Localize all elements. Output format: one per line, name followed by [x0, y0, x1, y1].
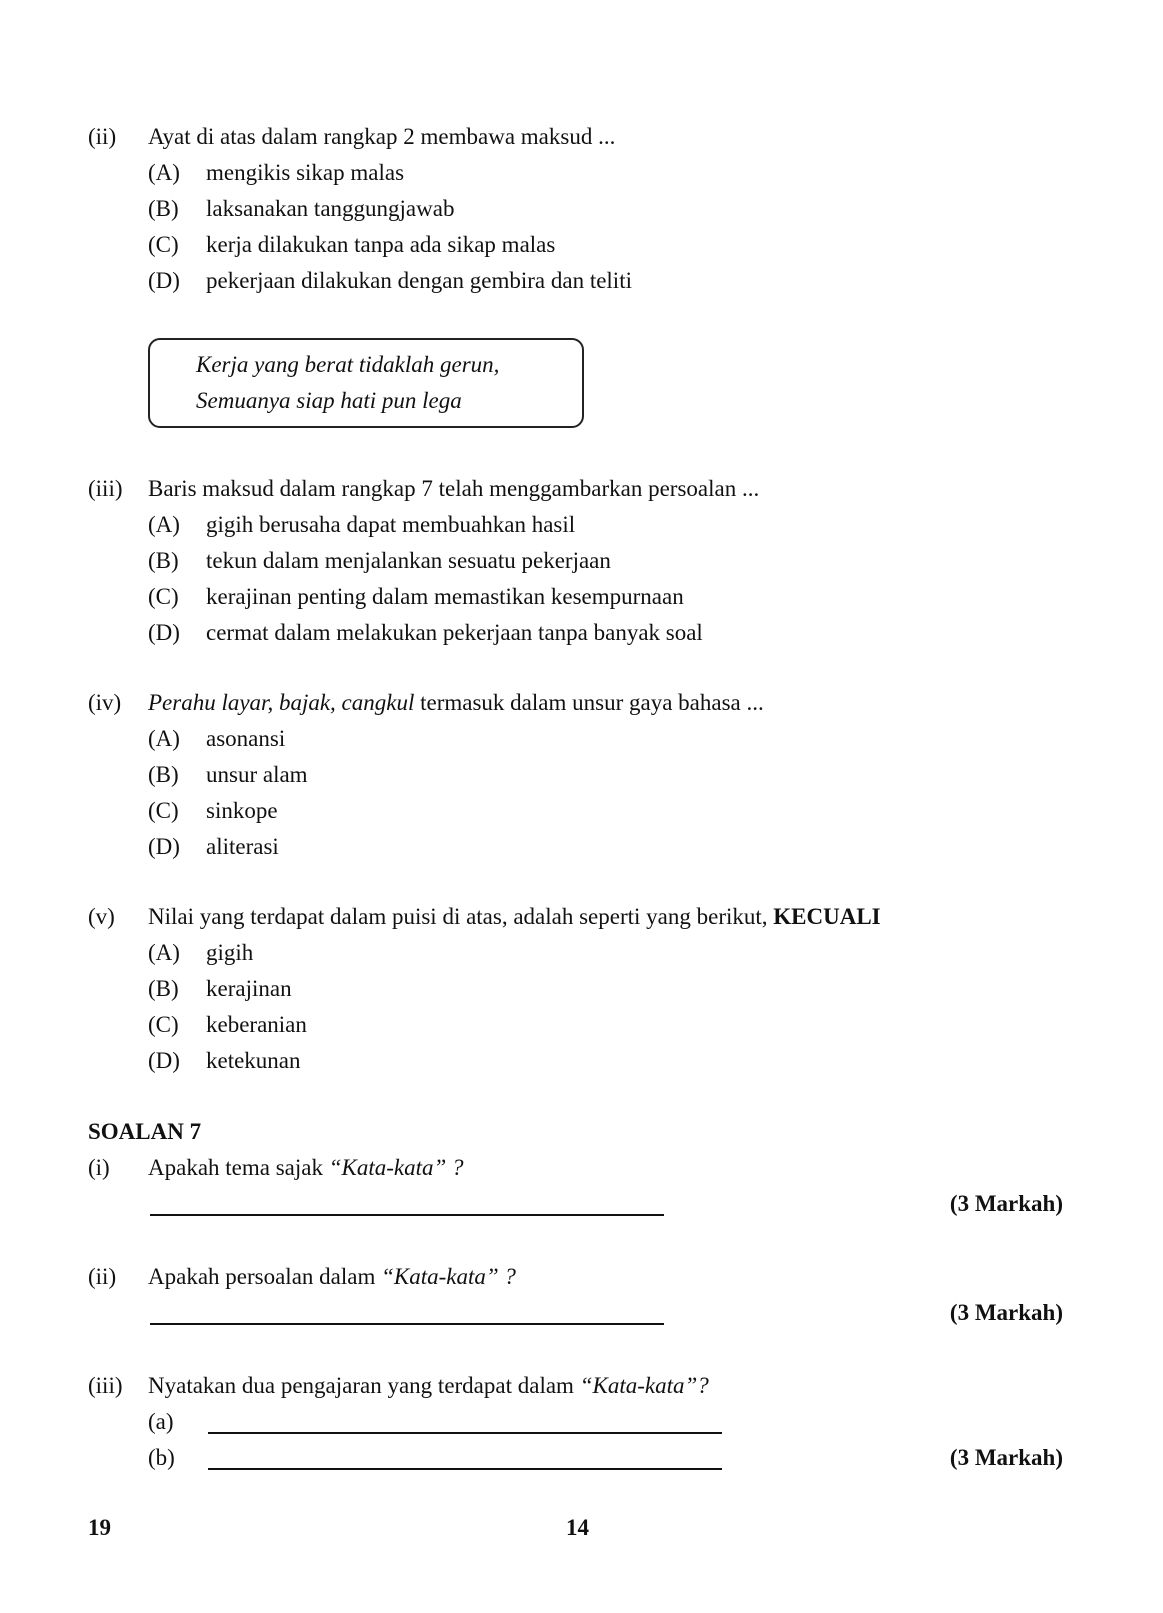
- option-text: ketekunan: [206, 1048, 301, 1073]
- stem-bold: KECUALI: [773, 904, 881, 929]
- question-number: (v): [88, 904, 115, 929]
- sub-label: (a): [148, 1409, 174, 1434]
- stem-text: Nyatakan dua pengajaran yang terdapat dalam: [148, 1373, 580, 1398]
- option-text: tekun dalam menjalankan sesuatu pekerjaan: [206, 548, 611, 573]
- option-text: kerja dilakukan tanpa ada sikap malas: [206, 232, 556, 257]
- question-stem: Baris maksud dalam rangkap 7 telah menggambarkan persoalan ...: [148, 476, 760, 501]
- option-letter: (D): [148, 834, 180, 859]
- question-stem: [148, 1262, 516, 1292]
- option-text: gigih berusaha dapat membuahkan hasil: [206, 512, 576, 537]
- option-letter: (D): [148, 268, 180, 293]
- marks-label: (3 Markah): [949, 1191, 1063, 1216]
- stem-italic: “Kata-kata” ?: [328, 1155, 464, 1180]
- option-letter: (B): [148, 548, 179, 573]
- option-text: cermat dalam melakukan pekerjaan tanpa banyak soal: [206, 620, 703, 645]
- option-letter: (C): [148, 584, 179, 609]
- stem-italic: “Kata-kata” ?: [381, 1264, 516, 1289]
- option-letter: (C): [148, 232, 179, 257]
- question-stem: [148, 1371, 709, 1401]
- quote-line: Kerja yang berat tidaklah gerun,: [196, 352, 500, 377]
- option-text: laksanakan tanggungjawab: [206, 196, 455, 221]
- section-heading: SOALAN 7: [88, 1119, 202, 1144]
- question-number: (iii): [88, 1373, 123, 1398]
- option-letter: (B): [148, 976, 179, 1001]
- answer-line[interactable]: [150, 1323, 664, 1325]
- question-stem: [148, 902, 881, 932]
- stem-text: Nilai yang terdapat dalam puisi di atas, adalah seperti yang berikut,: [148, 904, 774, 929]
- option-text: kerajinan penting dalam memastikan kesempurnaan: [206, 584, 684, 609]
- stem-rest: termasuk dalam unsur gaya bahasa ...: [414, 690, 764, 715]
- question-number: (ii): [88, 124, 117, 149]
- question-number: (iii): [88, 476, 123, 501]
- marks-label: (3 Markah): [949, 1300, 1063, 1325]
- option-letter: (C): [148, 1012, 179, 1037]
- marks-label: (3 Markah): [949, 1445, 1063, 1470]
- stem-text: Apakah tema sajak: [148, 1155, 329, 1180]
- option-letter: (B): [148, 196, 179, 221]
- stem-italic: “Kata-kata”?: [579, 1373, 709, 1398]
- option-letter: (A): [148, 160, 180, 185]
- option-letter: (D): [148, 1048, 180, 1073]
- answer-line[interactable]: [208, 1432, 722, 1434]
- option-text: aliterasi: [206, 834, 279, 859]
- stem-text: Apakah persoalan dalam: [148, 1264, 382, 1289]
- stem-italic: Perahu layar, bajak, cangkul: [148, 690, 415, 715]
- question-number: (iv): [88, 690, 122, 715]
- option-text: keberanian: [206, 1012, 307, 1037]
- question-number: (i): [88, 1155, 110, 1180]
- question-stem: [148, 1153, 464, 1183]
- question-stem: Ayat di atas dalam rangkap 2 membawa maksud ...: [148, 124, 616, 149]
- option-letter: (C): [148, 798, 179, 823]
- option-text: pekerjaan dilakukan dengan gembira dan teliti: [206, 268, 632, 293]
- option-text: unsur alam: [206, 762, 308, 787]
- question-stem: [148, 688, 764, 718]
- option-letter: (A): [148, 512, 180, 537]
- option-letter: (A): [148, 940, 180, 965]
- option-text: asonansi: [206, 726, 286, 751]
- option-text: gigih: [206, 940, 254, 965]
- answer-line[interactable]: [208, 1468, 722, 1470]
- quote-line: Semuanya siap hati pun lega: [196, 388, 462, 413]
- footer-left-number: 19: [88, 1515, 111, 1540]
- option-letter: (A): [148, 726, 180, 751]
- option-text: kerajinan: [206, 976, 292, 1001]
- answer-line[interactable]: [150, 1214, 664, 1216]
- option-letter: (B): [148, 762, 179, 787]
- sub-label: (b): [148, 1445, 175, 1470]
- option-text: sinkope: [206, 798, 278, 823]
- option-text: mengikis sikap malas: [206, 160, 405, 185]
- page-number: 14: [566, 1515, 589, 1540]
- question-number: (ii): [88, 1264, 117, 1289]
- option-letter: (D): [148, 620, 180, 645]
